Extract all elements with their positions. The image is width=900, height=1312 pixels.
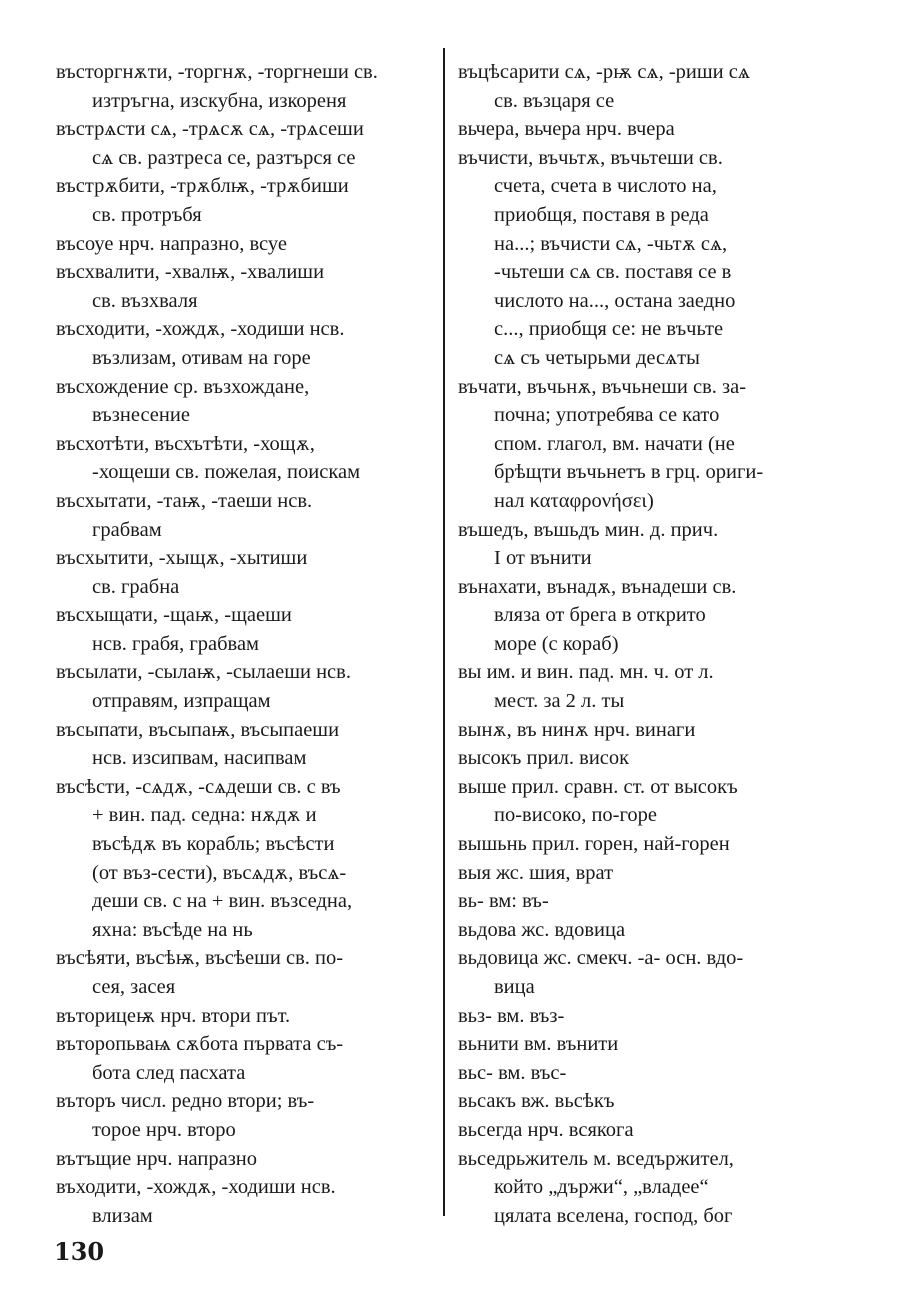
entry-headline: въторопьваѩ сѫбота първата съ- bbox=[56, 1033, 344, 1056]
entry-headline: въсыпати, въсыпаѭ, въсыпаеши bbox=[56, 718, 340, 741]
dictionary-entry bbox=[458, 144, 842, 373]
entry-headline: въходити, -хождѫ, -ходиши нсв. bbox=[56, 1176, 336, 1199]
page-number: 130 bbox=[54, 1237, 105, 1266]
entry-continuation: нсв. изсипвам, насипвам bbox=[92, 747, 307, 770]
column-divider bbox=[443, 48, 445, 1216]
dictionary-entry bbox=[458, 1087, 842, 1116]
entry-headline: вьдовица жс. смекч. -а- осн. вдо- bbox=[458, 947, 744, 970]
entry-continuation: яхна: въсѣде на нь bbox=[92, 918, 253, 941]
dictionary-entry bbox=[56, 58, 436, 115]
entry-headline: вь- вм: въ- bbox=[458, 890, 549, 913]
entry-headline: въсхытати, -таѭ, -таеши нсв. bbox=[56, 489, 313, 512]
entry-headline: вьз- вм. въз- bbox=[458, 1004, 565, 1027]
entry-continuation: сѧ съ четырьми десѧты bbox=[494, 346, 700, 369]
dictionary-entry bbox=[56, 544, 436, 601]
entry-continuation: по-високо, по-горе bbox=[494, 804, 658, 827]
dictionary-entry bbox=[458, 1030, 842, 1059]
dictionary-entry bbox=[458, 1002, 842, 1031]
entry-continuation: св. възхваля bbox=[92, 289, 198, 312]
dictionary-entry bbox=[458, 516, 842, 573]
entry-headline: вънахати, вънадѫ, вънадеши св. bbox=[458, 575, 737, 598]
entry-continuation: с..., приобщя се: не въчьте bbox=[494, 318, 724, 341]
right-column bbox=[458, 58, 842, 1230]
dictionary-entry bbox=[56, 1002, 436, 1031]
entry-continuation: св. грабна bbox=[92, 575, 180, 598]
entry-headline: въсѣяти, въсѣѭ, въсѣеши св. по- bbox=[56, 947, 344, 970]
entry-headline: вьс- вм. въс- bbox=[458, 1061, 567, 1084]
dictionary-entry bbox=[56, 1030, 436, 1087]
entry-headline: въсхождение ср. възхождане, bbox=[56, 375, 310, 398]
entry-continuation: нсв. грабя, грабвам bbox=[92, 632, 260, 655]
entry-headline: въстрѧсти сѧ, -трѧсѫ сѧ, -трѧсеши bbox=[56, 118, 364, 141]
entry-continuation: отправям, изпращам bbox=[92, 690, 271, 713]
entry-headline: въторицеѭ нрч. втори път. bbox=[56, 1004, 291, 1027]
entry-continuation: грабвам bbox=[92, 518, 162, 541]
entry-continuation: -хощеши св. пожелая, поискам bbox=[92, 461, 361, 484]
dictionary-entry bbox=[458, 916, 842, 945]
entry-continuation: -чьтеши сѧ св. поставя се в bbox=[494, 261, 732, 284]
entry-headline: въшедъ, въшьдъ мин. д. прич. bbox=[458, 518, 719, 541]
dictionary-entry bbox=[458, 658, 842, 715]
entry-continuation: почна; употребява се като bbox=[494, 404, 720, 427]
entry-continuation: влизам bbox=[92, 1204, 153, 1227]
entry-continuation: сѧ св. разтреса се, разтърся се bbox=[92, 146, 356, 169]
entry-continuation: цялата вселена, господ, бог bbox=[494, 1204, 733, 1227]
dictionary-entry bbox=[458, 887, 842, 916]
entry-continuation: възнесение bbox=[92, 404, 190, 427]
dictionary-entry bbox=[56, 1087, 436, 1144]
dictionary-entry bbox=[56, 1173, 436, 1230]
dictionary-entry bbox=[56, 430, 436, 487]
entry-headline: въсхвалити, -хвалѭ, -хвалиши bbox=[56, 261, 325, 284]
entry-headline: вьседрьжитель м. вседържител, bbox=[458, 1147, 734, 1170]
entry-headline: въстрѫбити, -трѫблѭ, -трѫбиши bbox=[56, 175, 349, 198]
entry-continuation: счета, счета в числото на, bbox=[494, 175, 717, 198]
dictionary-entry bbox=[458, 859, 842, 888]
entry-headline: выше прил. сравн. ст. от высокъ bbox=[458, 775, 738, 798]
entry-headline: выя жс. шия, врат bbox=[458, 861, 614, 884]
entry-continuation: море (с кораб) bbox=[494, 632, 619, 655]
entry-headline: вьчера, вьчера нрч. вчера bbox=[458, 118, 675, 141]
entry-headline: вынѫ, въ нинѫ нрч. винаги bbox=[458, 718, 696, 741]
dictionary-entry bbox=[56, 601, 436, 658]
dictionary-entry bbox=[458, 115, 842, 144]
dictionary-entry bbox=[56, 373, 436, 430]
entry-continuation: св. протръбя bbox=[92, 203, 202, 226]
dictionary-entry bbox=[56, 944, 436, 1001]
dictionary-entry bbox=[458, 830, 842, 859]
entry-headline: въцѣсарити сѧ, -рѭ сѧ, -риши сѧ bbox=[458, 61, 750, 83]
entry-headline: въсхотѣти, въсхътѣти, -хощѫ, bbox=[56, 432, 315, 455]
dictionary-entry bbox=[458, 373, 842, 516]
entry-headline: высокъ прил. висок bbox=[458, 747, 630, 770]
dictionary-entry bbox=[56, 172, 436, 229]
entry-headline: вьсакъ вж. вьсѣкъ bbox=[458, 1090, 615, 1113]
dictionary-entry bbox=[458, 573, 842, 659]
entry-headline: въсхыщати, -щаѭ, -щаеши bbox=[56, 604, 292, 627]
entry-headline: вьдова жс. вдовица bbox=[458, 918, 626, 941]
dictionary-entry bbox=[458, 944, 842, 1001]
entry-continuation: I от вънити bbox=[494, 547, 592, 570]
entry-headline: вы им. и вин. пад. мн. ч. от л. bbox=[458, 661, 714, 684]
entry-continuation: сея, засея bbox=[92, 976, 176, 998]
entry-continuation: изтръгна, изскубна, изкореня bbox=[92, 89, 347, 112]
dictionary-entry bbox=[56, 230, 436, 259]
dictionary-entry bbox=[56, 658, 436, 715]
dictionary-entry bbox=[458, 58, 842, 115]
entry-continuation: торое нрч. второ bbox=[92, 1118, 236, 1141]
entry-continuation: (от въз-сести), въсѧдѫ, въсѧ- bbox=[92, 861, 347, 884]
entry-continuation: вляза от брега в открито bbox=[494, 604, 706, 627]
entry-continuation: на...; въчисти сѧ, -чьтѫ сѧ, bbox=[494, 232, 728, 255]
entry-headline: въчисти, въчьтѫ, въчьтеши св. bbox=[458, 146, 723, 169]
entry-continuation: въсѣдѫ въ корабль; въсѣсти bbox=[92, 833, 335, 856]
dictionary-entry bbox=[56, 716, 436, 773]
entry-continuation: св. възцаря се bbox=[494, 89, 615, 112]
entry-headline: вътъщие нрч. напразно bbox=[56, 1147, 258, 1170]
left-column bbox=[56, 58, 436, 1230]
dictionary-entry bbox=[458, 744, 842, 773]
entry-headline: въторъ числ. редно втори; въ- bbox=[56, 1090, 315, 1113]
entry-continuation: числото на..., остана заедно bbox=[494, 289, 736, 312]
dictionary-entry bbox=[56, 315, 436, 372]
dictionary-entry bbox=[56, 258, 436, 315]
dictionary-entry bbox=[56, 487, 436, 544]
entry-continuation: вица bbox=[494, 976, 535, 998]
entry-continuation: бота след пасхата bbox=[92, 1061, 246, 1084]
entry-continuation: брѣщти въчьнетъ в грц. ориги- bbox=[494, 461, 764, 484]
dictionary-entry bbox=[458, 1145, 842, 1231]
entry-continuation: приобщя, поставя в реда bbox=[494, 203, 709, 226]
entry-headline: въсходити, -хождѫ, -ходиши нсв. bbox=[56, 318, 345, 341]
dictionary-entry bbox=[458, 773, 842, 830]
entry-headline: вышьнь прил. горен, най-горен bbox=[458, 833, 730, 856]
dictionary-entry bbox=[56, 773, 436, 945]
entry-headline: вьнити вм. вънити bbox=[458, 1033, 619, 1056]
entry-continuation: нал καταφρονήσει) bbox=[494, 489, 654, 512]
dictionary-entry bbox=[458, 1059, 842, 1088]
entry-headline: въсоуе нрч. напразно, всуе bbox=[56, 232, 287, 255]
entry-headline: въчати, въчьнѫ, въчьнеши св. за- bbox=[458, 375, 747, 398]
entry-continuation: спом. глагол, вм. начати (не bbox=[494, 432, 735, 455]
entry-headline: въсхытити, -хыщѫ, -хытиши bbox=[56, 547, 308, 570]
dictionary-entry bbox=[56, 115, 436, 172]
entry-continuation: възлизам, отивам на горе bbox=[92, 346, 311, 369]
entry-continuation: мест. за 2 л. ты bbox=[494, 690, 625, 713]
entry-continuation: + вин. пад. седна: нѫдѫ и bbox=[92, 804, 317, 827]
dictionary-entry bbox=[56, 1145, 436, 1174]
entry-continuation: деши св. с на + вин. възседна, bbox=[92, 890, 353, 913]
entry-headline: вьсегда нрч. всякога bbox=[458, 1118, 634, 1141]
entry-headline: въсылати, -сылаѭ, -сылаеши нсв. bbox=[56, 661, 351, 684]
entry-headline: въсѣсти, -сѧдѫ, -сѧдеши св. с въ bbox=[56, 775, 341, 798]
entry-headline: въсторгнѫти, -торгнѫ, -торгнеши св. bbox=[56, 61, 378, 83]
dictionary-entry bbox=[458, 1116, 842, 1145]
dictionary-entry bbox=[458, 716, 842, 745]
entry-continuation: който „държи“, „владее“ bbox=[494, 1176, 709, 1199]
